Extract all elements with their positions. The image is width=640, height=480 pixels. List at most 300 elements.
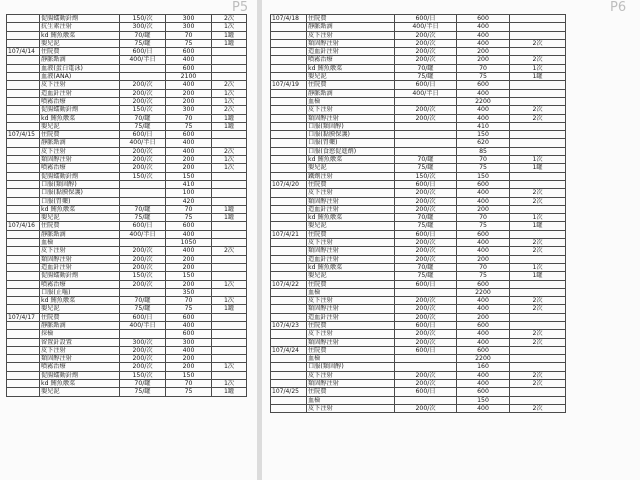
table-row bbox=[7, 239, 247, 247]
amount-cell: 85 bbox=[457, 147, 510, 155]
date-cell bbox=[271, 106, 307, 114]
count-cell: 2次 bbox=[510, 380, 566, 388]
item-cell: kd 鮪魚燉菜 bbox=[307, 214, 395, 222]
date-cell bbox=[7, 31, 40, 39]
date-cell bbox=[7, 330, 40, 338]
amount-cell: 200 bbox=[166, 97, 212, 105]
table-row bbox=[271, 230, 566, 238]
item-cell: kd 鮪魚燉菜 bbox=[307, 263, 395, 271]
count-cell: 1罐 bbox=[212, 122, 247, 130]
table-row bbox=[7, 131, 247, 139]
table-row bbox=[271, 321, 566, 329]
count-cell: 1次 bbox=[212, 363, 247, 371]
item-cell: 住院費 bbox=[307, 388, 395, 396]
item-cell: 血液(蛋白電泳) bbox=[40, 64, 120, 72]
count-cell bbox=[212, 288, 247, 296]
table-row bbox=[271, 114, 566, 122]
unit-price-cell: 600/日 bbox=[395, 346, 457, 354]
table-row bbox=[7, 106, 247, 114]
date-cell bbox=[271, 122, 307, 130]
count-cell: 2次 bbox=[212, 106, 247, 114]
date-cell bbox=[271, 313, 307, 321]
count-cell: 2次 bbox=[510, 338, 566, 346]
table-row bbox=[7, 363, 247, 371]
count-cell bbox=[510, 205, 566, 213]
unit-price-cell: 600/日 bbox=[395, 230, 457, 238]
unit-price-cell: 600/日 bbox=[120, 222, 166, 230]
table-row bbox=[271, 330, 566, 338]
item-cell: 住院費 bbox=[307, 15, 395, 23]
amount-cell: 400 bbox=[457, 197, 510, 205]
unit-price-cell: 400/半日 bbox=[395, 23, 457, 31]
table-row bbox=[7, 280, 247, 288]
unit-price-cell: 70/罐 bbox=[395, 64, 457, 72]
count-cell bbox=[510, 147, 566, 155]
date-cell bbox=[271, 239, 307, 247]
count-cell bbox=[510, 172, 566, 180]
unit-price-cell: 200/次 bbox=[120, 164, 166, 172]
date-cell bbox=[271, 56, 307, 64]
count-cell: 1罐 bbox=[212, 114, 247, 122]
amount-cell: 400 bbox=[457, 247, 510, 255]
amount-cell: 400 bbox=[457, 31, 510, 39]
unit-price-cell: 150/次 bbox=[120, 371, 166, 379]
amount-cell: 600 bbox=[166, 330, 212, 338]
count-cell: 2次 bbox=[510, 197, 566, 205]
date-cell bbox=[7, 147, 40, 155]
item-cell: 皮下注射 bbox=[307, 239, 395, 247]
date-cell bbox=[271, 263, 307, 271]
table-row bbox=[7, 139, 247, 147]
table-row bbox=[7, 81, 247, 89]
count-cell bbox=[510, 131, 566, 139]
amount-cell: 200 bbox=[457, 48, 510, 56]
table-row bbox=[7, 371, 247, 379]
amount-cell: 600 bbox=[457, 81, 510, 89]
item-cell: 口服(類固醇) bbox=[40, 180, 120, 188]
unit-price-cell: 600/日 bbox=[120, 48, 166, 56]
count-cell: 2次 bbox=[510, 297, 566, 305]
page-number-mark: P6 bbox=[610, 0, 627, 15]
count-cell: 1罐 bbox=[212, 39, 247, 47]
count-cell: 2次 bbox=[510, 330, 566, 338]
unit-price-cell: 70/罐 bbox=[120, 380, 166, 388]
unit-price-cell: 200/次 bbox=[120, 280, 166, 288]
date-cell bbox=[7, 89, 40, 97]
item-cell: 住院費 bbox=[307, 346, 395, 354]
amount-cell: 400 bbox=[166, 81, 212, 89]
item-cell: 造血針注射 bbox=[307, 313, 395, 321]
unit-price-cell bbox=[120, 73, 166, 81]
date-cell: 107/4/14 bbox=[7, 48, 40, 56]
unit-price-cell: 200/次 bbox=[395, 255, 457, 263]
item-cell: 住院費 bbox=[307, 81, 395, 89]
item-cell: 類固醇注射 bbox=[40, 156, 120, 164]
count-cell bbox=[510, 97, 566, 105]
count-cell bbox=[212, 263, 247, 271]
amount-cell: 75 bbox=[457, 222, 510, 230]
item-cell: 口服(黏膜保護) bbox=[40, 189, 120, 197]
table-row bbox=[7, 164, 247, 172]
item-cell: 皮下注射 bbox=[307, 106, 395, 114]
amount-cell: 200 bbox=[457, 313, 510, 321]
table-row bbox=[271, 346, 566, 354]
table-row bbox=[271, 89, 566, 97]
date-cell bbox=[271, 156, 307, 164]
amount-cell: 2100 bbox=[166, 73, 212, 81]
amount-cell: 600 bbox=[166, 313, 212, 321]
item-cell: 類固醇注射 bbox=[307, 305, 395, 313]
date-cell bbox=[7, 247, 40, 255]
unit-price-cell: 200/次 bbox=[395, 247, 457, 255]
count-cell: 2次 bbox=[212, 81, 247, 89]
date-cell bbox=[271, 396, 307, 404]
table-row bbox=[271, 48, 566, 56]
date-cell bbox=[7, 81, 40, 89]
count-cell: 2次 bbox=[212, 247, 247, 255]
count-cell: 1次 bbox=[212, 297, 247, 305]
unit-price-cell: 200/次 bbox=[120, 147, 166, 155]
amount-cell: 70 bbox=[166, 205, 212, 213]
table-row bbox=[271, 56, 566, 64]
table-row bbox=[7, 147, 247, 155]
date-cell bbox=[7, 180, 40, 188]
count-cell bbox=[212, 56, 247, 64]
table-row bbox=[271, 180, 566, 188]
item-cell: 類固醇注射 bbox=[307, 380, 395, 388]
table-row bbox=[271, 122, 566, 130]
date-cell bbox=[271, 371, 307, 379]
unit-price-cell: 200/次 bbox=[395, 313, 457, 321]
item-cell: 住院費 bbox=[307, 180, 395, 188]
count-cell bbox=[510, 89, 566, 97]
unit-price-cell: 300/次 bbox=[120, 23, 166, 31]
count-cell bbox=[510, 122, 566, 130]
date-cell: 107/4/18 bbox=[271, 15, 307, 23]
table-row bbox=[7, 56, 247, 64]
date-cell bbox=[271, 355, 307, 363]
amount-cell: 600 bbox=[166, 131, 212, 139]
table-row bbox=[7, 73, 247, 81]
invoice-page-right bbox=[262, 0, 640, 480]
item-cell: kd 鮪魚燉菜 bbox=[40, 205, 120, 213]
date-cell bbox=[7, 139, 40, 147]
count-cell bbox=[510, 48, 566, 56]
date-cell bbox=[7, 346, 40, 354]
date-cell bbox=[271, 380, 307, 388]
table-row bbox=[7, 380, 247, 388]
unit-price-cell: 150/次 bbox=[395, 172, 457, 180]
item-cell: kd 鮪魚燉菜 bbox=[307, 64, 395, 72]
item-cell: 住院費 bbox=[40, 131, 120, 139]
amount-cell: 150 bbox=[457, 172, 510, 180]
table-row bbox=[7, 288, 247, 296]
amount-cell: 2200 bbox=[457, 355, 510, 363]
unit-price-cell: 200/次 bbox=[395, 31, 457, 39]
date-cell bbox=[7, 189, 40, 197]
item-cell: 住院費 bbox=[40, 222, 120, 230]
unit-price-cell bbox=[120, 189, 166, 197]
unit-price-cell bbox=[395, 288, 457, 296]
table-row bbox=[7, 255, 247, 263]
amount-cell: 2200 bbox=[457, 288, 510, 296]
amount-cell: 620 bbox=[457, 139, 510, 147]
date-cell bbox=[271, 48, 307, 56]
unit-price-cell: 200/次 bbox=[395, 404, 457, 412]
table-row bbox=[271, 404, 566, 412]
date-cell bbox=[7, 156, 40, 164]
amount-cell: 150 bbox=[166, 272, 212, 280]
count-cell bbox=[212, 180, 247, 188]
count-cell: 2次 bbox=[212, 15, 247, 23]
unit-price-cell: 200/次 bbox=[120, 355, 166, 363]
amount-cell: 600 bbox=[457, 280, 510, 288]
amount-cell: 70 bbox=[166, 297, 212, 305]
table-row bbox=[271, 214, 566, 222]
unit-price-cell: 600/日 bbox=[395, 15, 457, 23]
amount-cell: 75 bbox=[166, 305, 212, 313]
amount-cell: 600 bbox=[457, 346, 510, 354]
count-cell bbox=[212, 48, 247, 56]
table-row bbox=[271, 23, 566, 31]
item-cell: 嬰兒泥 bbox=[40, 388, 120, 396]
table-row bbox=[271, 139, 566, 147]
table-row bbox=[271, 396, 566, 404]
date-cell: 107/4/15 bbox=[7, 131, 40, 139]
date-cell bbox=[7, 106, 40, 114]
amount-cell: 75 bbox=[457, 164, 510, 172]
table-row bbox=[7, 355, 247, 363]
amount-cell: 70 bbox=[457, 263, 510, 271]
table-row bbox=[7, 205, 247, 213]
unit-price-cell bbox=[395, 147, 457, 155]
count-cell: 1次 bbox=[510, 214, 566, 222]
amount-cell: 600 bbox=[166, 64, 212, 72]
table-row bbox=[271, 297, 566, 305]
count-cell bbox=[212, 338, 247, 346]
count-cell bbox=[212, 139, 247, 147]
date-cell bbox=[271, 64, 307, 72]
unit-price-cell: 70/罐 bbox=[395, 263, 457, 271]
unit-price-cell: 200/次 bbox=[120, 81, 166, 89]
count-cell: 2次 bbox=[510, 114, 566, 122]
count-cell bbox=[510, 355, 566, 363]
date-cell bbox=[271, 247, 307, 255]
amount-cell: 600 bbox=[457, 321, 510, 329]
count-cell: 1罐 bbox=[510, 164, 566, 172]
unit-price-cell: 200/次 bbox=[395, 371, 457, 379]
amount-cell: 100 bbox=[166, 189, 212, 197]
item-cell: 靜脈點滴 bbox=[40, 56, 120, 64]
unit-price-cell: 150/次 bbox=[120, 106, 166, 114]
amount-cell: 200 bbox=[166, 280, 212, 288]
table-row bbox=[7, 15, 247, 23]
amount-cell: 300 bbox=[166, 23, 212, 31]
item-cell: 類固醇注射 bbox=[40, 355, 120, 363]
unit-price-cell: 200/次 bbox=[120, 97, 166, 105]
unit-price-cell bbox=[395, 355, 457, 363]
count-cell: 2次 bbox=[510, 239, 566, 247]
amount-cell: 200 bbox=[166, 89, 212, 97]
table-row bbox=[7, 197, 247, 205]
count-cell: 1次 bbox=[212, 89, 247, 97]
date-cell bbox=[7, 97, 40, 105]
amount-cell: 600 bbox=[457, 15, 510, 23]
count-cell bbox=[510, 363, 566, 371]
item-cell: 噴霧治療 bbox=[40, 97, 120, 105]
item-cell: 皮下注射 bbox=[307, 31, 395, 39]
unit-price-cell: 150/次 bbox=[120, 172, 166, 180]
amount-cell: 400 bbox=[166, 139, 212, 147]
amount-cell: 400 bbox=[457, 239, 510, 247]
date-cell bbox=[7, 371, 40, 379]
unit-price-cell: 150/次 bbox=[120, 15, 166, 23]
item-cell: 嬰兒泥 bbox=[307, 272, 395, 280]
item-cell: 靜脈點滴 bbox=[307, 23, 395, 31]
amount-cell: 600 bbox=[166, 222, 212, 230]
count-cell bbox=[212, 330, 247, 338]
count-cell bbox=[212, 239, 247, 247]
date-cell bbox=[7, 280, 40, 288]
table-row bbox=[7, 247, 247, 255]
unit-price-cell bbox=[395, 363, 457, 371]
unit-price-cell: 400/半日 bbox=[120, 321, 166, 329]
count-cell: 2次 bbox=[510, 106, 566, 114]
unit-price-cell: 200/次 bbox=[120, 156, 166, 164]
date-cell bbox=[7, 380, 40, 388]
unit-price-cell bbox=[120, 64, 166, 72]
count-cell bbox=[212, 73, 247, 81]
item-cell: 口服(類固醇) bbox=[307, 363, 395, 371]
table-row bbox=[271, 305, 566, 313]
amount-cell: 400 bbox=[457, 330, 510, 338]
count-cell: 1次 bbox=[212, 280, 247, 288]
table-row bbox=[271, 205, 566, 213]
table-row bbox=[271, 147, 566, 155]
table-row bbox=[7, 321, 247, 329]
date-cell bbox=[7, 355, 40, 363]
charges-table-left bbox=[6, 14, 247, 397]
table-row bbox=[7, 189, 247, 197]
count-cell bbox=[212, 313, 247, 321]
amount-cell: 75 bbox=[457, 73, 510, 81]
date-cell bbox=[7, 263, 40, 271]
item-cell: 鐵劑注射 bbox=[307, 172, 395, 180]
amount-cell: 300 bbox=[166, 338, 212, 346]
date-cell bbox=[7, 321, 40, 329]
date-cell bbox=[271, 73, 307, 81]
item-cell: kd 鮪魚燉菜 bbox=[40, 297, 120, 305]
count-cell: 2次 bbox=[510, 247, 566, 255]
count-cell: 2次 bbox=[510, 39, 566, 47]
date-cell bbox=[271, 147, 307, 155]
date-cell bbox=[271, 205, 307, 213]
table-row bbox=[7, 313, 247, 321]
count-cell: 1次 bbox=[212, 164, 247, 172]
unit-price-cell: 200/次 bbox=[120, 247, 166, 255]
item-cell: 噴霧治療 bbox=[307, 56, 395, 64]
item-cell: 類固醇注射 bbox=[40, 255, 120, 263]
item-cell: 口服(類固醇) bbox=[307, 122, 395, 130]
unit-price-cell: 200/次 bbox=[120, 263, 166, 271]
item-cell: 促腸蠕動針劑 bbox=[40, 272, 120, 280]
unit-price-cell bbox=[120, 330, 166, 338]
amount-cell: 400 bbox=[457, 371, 510, 379]
table-row bbox=[7, 272, 247, 280]
unit-price-cell: 400/半日 bbox=[120, 139, 166, 147]
date-cell bbox=[7, 255, 40, 263]
date-cell bbox=[271, 255, 307, 263]
date-cell bbox=[271, 164, 307, 172]
count-cell: 2次 bbox=[212, 147, 247, 155]
date-cell: 107/4/20 bbox=[271, 180, 307, 188]
table-row bbox=[271, 255, 566, 263]
table-row bbox=[7, 388, 247, 396]
unit-price-cell: 600/日 bbox=[395, 180, 457, 188]
date-cell bbox=[271, 114, 307, 122]
count-cell bbox=[212, 321, 247, 329]
unit-price-cell: 600/日 bbox=[120, 131, 166, 139]
date-cell bbox=[7, 15, 40, 23]
amount-cell: 150 bbox=[457, 131, 510, 139]
date-cell bbox=[7, 239, 40, 247]
amount-cell: 75 bbox=[166, 214, 212, 222]
amount-cell: 75 bbox=[166, 388, 212, 396]
item-cell: 靜脈點滴 bbox=[40, 321, 120, 329]
unit-price-cell: 200/次 bbox=[395, 114, 457, 122]
amount-cell: 400 bbox=[457, 189, 510, 197]
table-row bbox=[7, 114, 247, 122]
amount-cell: 410 bbox=[457, 122, 510, 130]
item-cell: 嬰兒泥 bbox=[307, 73, 395, 81]
amount-cell: 150 bbox=[166, 371, 212, 379]
invoice-page-left bbox=[0, 0, 257, 480]
unit-price-cell bbox=[120, 180, 166, 188]
item-cell: 住院費 bbox=[307, 321, 395, 329]
item-cell: 靜脈點滴 bbox=[307, 89, 395, 97]
date-cell bbox=[7, 23, 40, 31]
item-cell: 血液(ANA) bbox=[40, 73, 120, 81]
table-row bbox=[271, 355, 566, 363]
count-cell bbox=[212, 222, 247, 230]
count-cell: 1罐 bbox=[212, 214, 247, 222]
count-cell bbox=[212, 346, 247, 354]
unit-price-cell: 200/次 bbox=[395, 106, 457, 114]
date-cell bbox=[271, 214, 307, 222]
count-cell bbox=[510, 396, 566, 404]
date-cell bbox=[271, 139, 307, 147]
date-cell bbox=[271, 31, 307, 39]
table-row bbox=[271, 380, 566, 388]
amount-cell: 75 bbox=[166, 122, 212, 130]
amount-cell: 300 bbox=[166, 106, 212, 114]
date-cell bbox=[7, 64, 40, 72]
count-cell bbox=[212, 355, 247, 363]
date-cell bbox=[7, 297, 40, 305]
amount-cell: 160 bbox=[457, 363, 510, 371]
amount-cell: 70 bbox=[166, 380, 212, 388]
count-cell: 1次 bbox=[212, 97, 247, 105]
unit-price-cell: 200/次 bbox=[395, 330, 457, 338]
table-row bbox=[271, 73, 566, 81]
amount-cell: 410 bbox=[166, 180, 212, 188]
date-cell: 107/4/21 bbox=[271, 230, 307, 238]
table-row bbox=[271, 64, 566, 72]
count-cell: 1罐 bbox=[510, 222, 566, 230]
date-cell bbox=[271, 197, 307, 205]
date-cell bbox=[271, 272, 307, 280]
item-cell: 血檢 bbox=[307, 288, 395, 296]
